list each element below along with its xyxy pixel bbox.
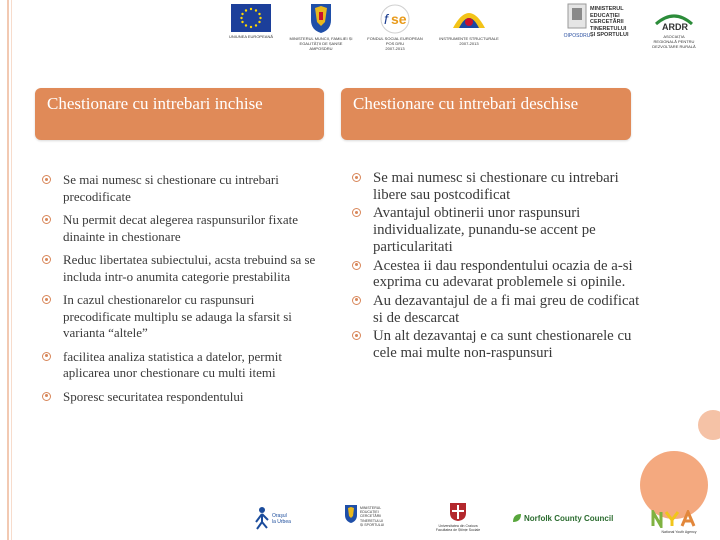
list-item	[352, 293, 642, 326]
eu-flag-logo	[222, 4, 280, 39]
list-item-text: In cazul chestionarelor cu raspunsuri precodificate multiplu se adauga la sfarsit si varianta “altele”	[63, 292, 292, 340]
oiposdru-icon	[566, 2, 588, 32]
list-item-text: Se mai numesc si chestionare cu intrebari precodificate	[63, 172, 279, 204]
bullet-icon	[352, 261, 361, 270]
fse-logo	[360, 4, 430, 51]
instrumente-logo	[434, 2, 504, 46]
ardr-text: ARDR	[662, 22, 688, 32]
top-logos	[220, 0, 710, 66]
bullet-icon	[42, 352, 51, 361]
nya-logo	[648, 510, 710, 534]
instrumente-structurale-icon	[449, 2, 489, 34]
list-item-text: Nu permit decat alegerea raspunsurilor fixate dinainte in chestionare	[63, 212, 298, 244]
list-item-text: Reduc libertatea subiectului, acsta trebuind sa se includa intr-o anumita categorie prestabilita	[63, 252, 316, 284]
list-item	[42, 172, 324, 205]
oiposdru-logo	[562, 2, 592, 39]
fse-icon	[376, 4, 414, 34]
edge-rule	[7, 0, 9, 540]
bullet-icon	[42, 392, 51, 401]
person-figure-icon	[252, 506, 272, 530]
coat-of-arms-small-icon	[344, 504, 358, 524]
fse-caption: FONDUL SOCIAL EUROPEAN POS DRU 2007-2013	[367, 36, 423, 51]
list-item	[42, 389, 324, 406]
norfolk-caption: Norfolk County Council	[524, 514, 614, 523]
list-item-text: Au dezavantajul de a fi mai greu de codificat si de descarcat	[373, 292, 640, 326]
oradea-logo	[252, 506, 308, 530]
oiposdru-caption: OIPOSDRU	[563, 33, 591, 39]
bullet-icon	[352, 331, 361, 340]
svg-text:se: se	[391, 11, 407, 27]
norfolk-logo	[512, 512, 622, 523]
bullet-icon	[42, 255, 51, 264]
open-questions-list	[352, 170, 642, 364]
list-item-text: Acestea ii dau respondentului ocazia de a-si exprima cu adevarat problemele si opinile.	[373, 257, 633, 291]
university-crest-icon	[449, 502, 467, 522]
instrumente-caption: INSTRUMENTE STRUCTURALE 2007-2013	[439, 36, 499, 46]
coat-of-arms-icon	[309, 2, 333, 34]
bullet-icon	[352, 208, 361, 217]
ministerul-bottom-caption: MINISTERUL EDUCAȚIEI CERCETĂRII TINERETULUI ȘI SPORTULUI	[360, 506, 385, 527]
eu-caption: UNIUNEA EUROPEANĂ	[228, 34, 273, 39]
ministerul-educatiei-logo	[590, 4, 642, 39]
closed-questions-list	[42, 172, 324, 412]
header-open-questions: Chestionare cu intrebari deschise	[341, 88, 631, 140]
bottom-logos	[240, 498, 720, 540]
list-item-text: Un alt dezavantaj e ca sunt chestionarele cu cele mai multe non-raspunsuri	[373, 328, 632, 362]
bullet-icon	[42, 295, 51, 304]
romania-coat-logo	[282, 2, 360, 51]
list-item-text: Avantajul obtinerii unor raspunsuri individualizate, punandu-se accent pe particularitati	[373, 205, 596, 255]
list-item-text: facilitea analiza statistica a datelor, permit aplicarea unor chestionare cu multi itemi	[63, 348, 282, 380]
bullet-icon	[352, 173, 361, 182]
header-closed-questions: Chestionare cu intrebari inchise	[35, 88, 324, 140]
decor-circle-small	[698, 410, 720, 440]
ardr-icon	[654, 6, 694, 32]
nya-letters-icon	[651, 510, 707, 528]
bullet-icon	[42, 215, 51, 224]
bullet-icon	[352, 296, 361, 305]
list-item	[352, 328, 642, 361]
ministerul-bottom-logo	[344, 504, 398, 527]
list-item	[42, 349, 324, 382]
ministerul-educatiei-caption: MINISTERUL EDUCAȚIEI CERCETĂRII TINERETULUI ȘI SPORTULUI	[590, 6, 629, 38]
list-item	[42, 292, 324, 342]
bullet-icon	[42, 175, 51, 184]
ministry-caption: MINISTERUL MUNCII, FAMILIEI ȘI EGALITĂȚII DE ȘANSE AMPOSDRU	[289, 36, 353, 51]
list-item-text: Sporesc securitatea respondentului	[63, 388, 244, 404]
eu-flag-icon	[231, 4, 271, 32]
norfolk-leaf-icon	[512, 513, 522, 523]
universitatea-caption: Universitatea din Craiova Facultatea de Științe Sociale	[435, 524, 481, 533]
edge-rule-inner	[11, 0, 12, 540]
ardr-logo	[644, 6, 704, 49]
list-item	[352, 258, 642, 291]
universitatea-logo	[426, 502, 490, 532]
list-item	[352, 205, 642, 255]
nya-caption: National Youth Agency	[661, 530, 697, 534]
svg-text:f: f	[384, 11, 388, 27]
list-item	[352, 170, 642, 203]
oradea-caption: Oraşul la Urbea	[272, 513, 291, 525]
list-item	[42, 212, 324, 245]
ardr-caption: ASOCIAȚIA REGIONALĂ PENTRU DEZVOLTARE RURALĂ	[652, 34, 696, 49]
list-item	[42, 252, 324, 285]
list-item-text: Se mai numesc si chestionare cu intrebari libere sau postcodificat	[373, 170, 619, 203]
